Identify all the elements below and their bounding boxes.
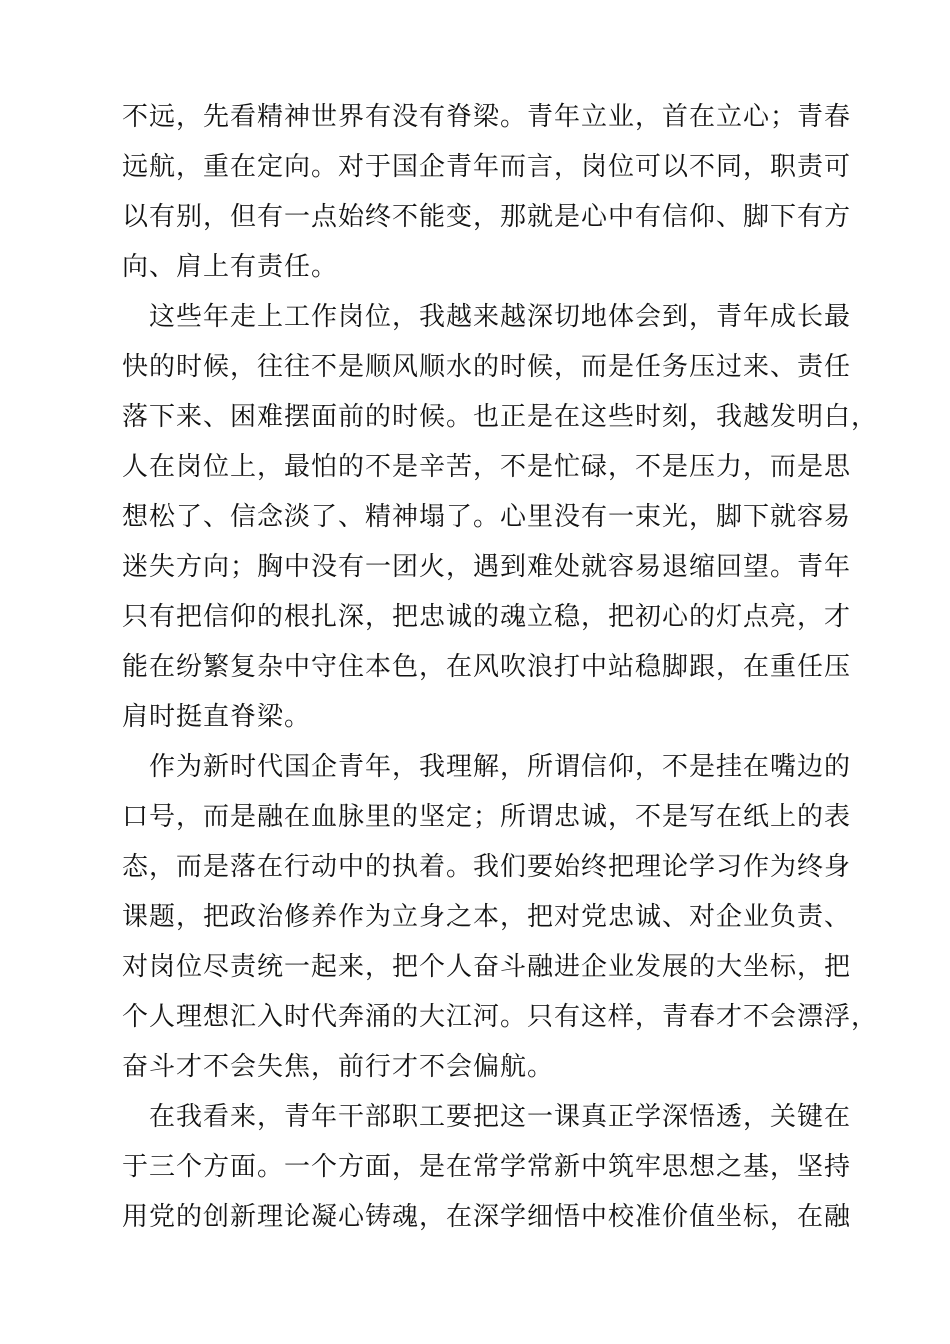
text-line: 能在纷繁复杂中守住本色，在风吹浪打中站稳脚跟，在重任压	[122, 652, 852, 682]
text-line: 落下来、困难摆面前的时候。也正是在这些时刻，我越发明白，	[122, 402, 879, 432]
text-line: 想松了、信念淡了、精神塌了。心里没有一束光，脚下就容易	[122, 502, 852, 532]
paragraph-first-line: 作为新时代国企青年，我理解，所谓信仰，不是挂在嘴边的	[122, 752, 852, 782]
text-line: 向、肩上有责任。	[122, 252, 339, 282]
text-line: 快的时候，往往不是顺风顺水的时候，而是任务压过来、责任	[122, 352, 852, 382]
text-line: 课题，把政治修养作为立身之本，把对党忠诚、对企业负责、	[122, 902, 852, 932]
text-line: 口号，而是融在血脉里的坚定；所谓忠诚，不是写在纸上的表	[122, 802, 852, 832]
paragraph-first-line: 这些年走上工作岗位，我越来越深切地体会到，青年成长最	[122, 302, 852, 332]
text-line: 肩时挺直脊梁。	[122, 702, 312, 732]
text-line: 态，而是落在行动中的执着。我们要始终把理论学习作为终身	[122, 852, 852, 882]
text-line: 个人理想汇入时代奔涌的大江河。只有这样，青春才不会漂浮，	[122, 1002, 879, 1032]
text-line: 于三个方面。一个方面，是在常学常新中筑牢思想之基，坚持	[122, 1152, 852, 1182]
paragraph-first-line: 在我看来，青年干部职工要把这一课真正学深悟透，关键在	[122, 1102, 852, 1132]
text-line: 只有把信仰的根扎深，把忠诚的魂立稳，把初心的灯点亮，才	[122, 602, 852, 632]
text-line: 对岗位尽责统一起来，把个人奋斗融进企业发展的大坐标，把	[122, 952, 852, 982]
text-line: 不远，先看精神世界有没有脊梁。青年立业，首在立心；青春	[122, 102, 852, 132]
body-text	[122, 92, 879, 1242]
text-line: 用党的创新理论凝心铸魂，在深学细悟中校准价值坐标，在融	[122, 1202, 852, 1232]
text-line: 迷失方向；胸中没有一团火，遇到难处就容易退缩回望。青年	[122, 552, 852, 582]
text-line: 人在岗位上，最怕的不是辛苦，不是忙碌，不是压力，而是思	[122, 452, 852, 482]
text-line: 奋斗才不会失焦，前行才不会偏航。	[122, 1052, 555, 1082]
text-line: 以有别，但有一点始终不能变，那就是心中有信仰、脚下有方	[122, 202, 852, 232]
text-line: 远航，重在定向。对于国企青年而言，岗位可以不同，职责可	[122, 152, 852, 182]
